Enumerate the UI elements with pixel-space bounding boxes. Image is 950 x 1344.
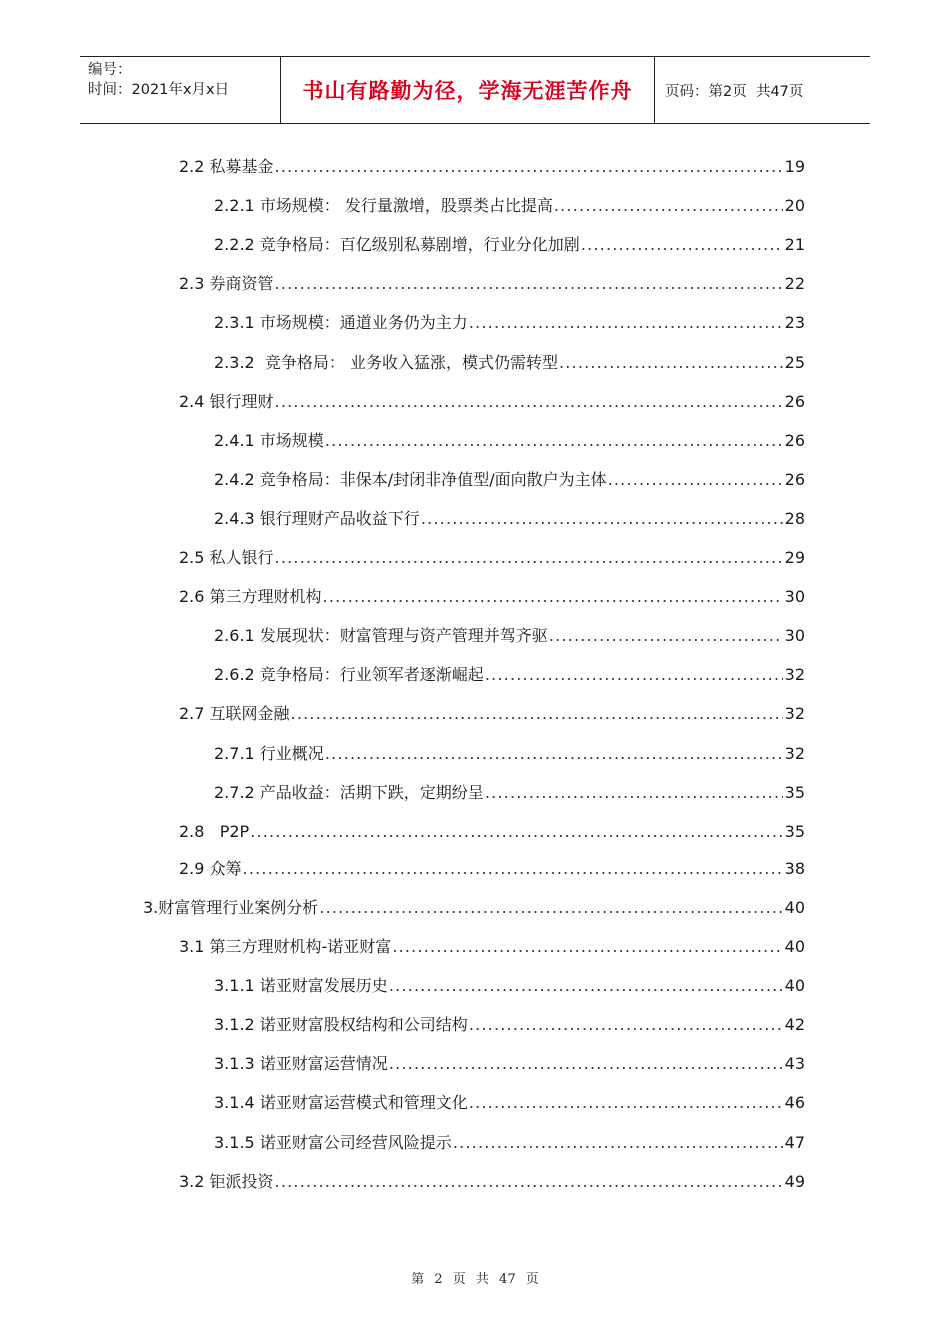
toc-entry-title: 2.4.3 银行理财产品收益下行	[214, 509, 420, 528]
toc-dot-leader	[275, 1170, 783, 1194]
toc-entry[interactable]	[179, 546, 805, 570]
toc-entry[interactable]	[214, 1052, 805, 1076]
toc-entry-page: 40	[784, 976, 805, 995]
toc-entry-page: 26	[784, 470, 805, 489]
toc-entry[interactable]	[214, 1013, 805, 1037]
time-label: 时间：2021年x月x日	[88, 82, 230, 98]
toc-entry[interactable]	[179, 702, 805, 726]
toc-entry[interactable]	[214, 742, 805, 766]
toc-entry-title: 2.7 互联网金融	[179, 704, 290, 723]
toc-entry[interactable]	[179, 390, 805, 414]
header-motto: 书山有路勤为径，学海无涯苦作舟	[281, 57, 655, 123]
toc-entry-title: 2.4.1 市场规模	[214, 431, 324, 450]
toc-dot-leader	[554, 194, 783, 218]
header-meta	[80, 57, 281, 123]
toc-dot-leader	[275, 155, 783, 179]
toc-entry[interactable]	[214, 974, 805, 998]
toc-entry-page: 46	[784, 1093, 805, 1112]
toc-dot-leader	[291, 702, 783, 726]
toc-entry[interactable]	[214, 233, 805, 257]
toc-entry-page: 26	[784, 431, 805, 450]
toc-entry-title: 3.1.5 诺亚财富公司经营风险提示	[214, 1133, 452, 1152]
toc-entry-title: 2.6.2 竞争格局：行业领军者逐渐崛起	[214, 665, 484, 684]
toc-entry-title: 2.4 银行理财	[179, 392, 274, 411]
toc-entry-page: 38	[784, 859, 805, 878]
toc-dot-leader	[275, 546, 783, 570]
toc-entry-title: 3.1.2 诺亚财富股权结构和公司结构	[214, 1015, 468, 1034]
toc-entry-title: 3.1.4 诺亚财富运营模式和管理文化	[214, 1093, 468, 1112]
toc-entry[interactable]	[214, 507, 805, 531]
toc-entry[interactable]	[179, 585, 805, 609]
toc-dot-leader	[469, 1013, 783, 1037]
toc-entry-page: 30	[784, 626, 805, 645]
toc-entry-page: 21	[784, 235, 805, 254]
toc-entry-title: 2.8 P2P	[179, 822, 250, 841]
toc-entry[interactable]	[179, 155, 805, 179]
page-info-text: 页码：第2页 共47页	[665, 83, 804, 100]
toc-entry-page: 22	[784, 274, 805, 293]
page-header	[80, 56, 870, 124]
toc-entry-title: 2.2.2 竞争格局：百亿级别私募剧增，行业分化加剧	[214, 235, 580, 254]
toc-dot-leader	[389, 974, 783, 998]
toc-entry-title: 2.2.1 市场规模： 发行量激增，股票类占比提高	[214, 196, 553, 215]
toc-dot-leader	[325, 429, 783, 453]
toc-entry-page: 32	[784, 704, 805, 723]
toc-dot-leader	[275, 390, 783, 414]
toc-dot-leader	[392, 935, 782, 959]
toc-entry-page: 47	[784, 1133, 805, 1152]
toc-dot-leader	[453, 1131, 783, 1155]
serial-label: 编号：	[88, 62, 132, 78]
toc-entry-page: 28	[784, 509, 805, 528]
toc-entry[interactable]	[214, 781, 805, 805]
toc-entry-title: 2.3.1 市场规模：通道业务仍为主力	[214, 313, 468, 332]
toc-entry-title: 2.5 私人银行	[179, 548, 274, 567]
toc-entry-title: 2.6 第三方理财机构	[179, 587, 322, 606]
toc-entry-page: 43	[784, 1054, 805, 1073]
toc-entry-title: 2.9 众筹	[179, 859, 242, 878]
toc-entry[interactable]	[214, 1091, 805, 1115]
toc-dot-leader	[549, 624, 783, 648]
toc-entry[interactable]	[214, 624, 805, 648]
header-page-info	[655, 57, 870, 123]
toc-entry[interactable]	[179, 820, 805, 844]
toc-entry[interactable]	[214, 1131, 805, 1155]
toc-entry-title: 2.6.1 发展现状：财富管理与资产管理并驾齐驱	[214, 626, 548, 645]
toc-entry-title: 2.7.2 产品收益：活期下跌，定期纷呈	[214, 783, 484, 802]
toc-entry-title: 3.财富管理行业案例分析	[143, 898, 319, 917]
toc-entry-page: 42	[784, 1015, 805, 1034]
toc-entry[interactable]	[143, 896, 805, 920]
toc-entry-page: 40	[784, 898, 805, 917]
toc-entry[interactable]	[179, 857, 805, 881]
toc-dot-leader	[319, 896, 782, 920]
toc-entry-title: 3.1.1 诺亚财富发展历史	[214, 976, 388, 995]
toc-entry-page: 49	[784, 1172, 805, 1191]
toc-dot-leader	[485, 781, 783, 805]
toc-entry-title: 3.1 第三方理财机构-诺亚财富	[179, 937, 392, 956]
toc-entry-page: 40	[784, 937, 805, 956]
toc-entry-page: 29	[784, 548, 805, 567]
toc-entry[interactable]	[214, 468, 805, 492]
toc-entry-page: 35	[784, 783, 805, 802]
toc-dot-leader	[325, 742, 783, 766]
page-footer: 第 2 页 共 47 页	[411, 1272, 539, 1287]
toc-entry-title: 2.7.1 行业概况	[214, 744, 324, 763]
toc-entry-page: 20	[784, 196, 805, 215]
toc-dot-leader	[469, 311, 783, 335]
toc-entry-title: 2.4.2 竞争格局：非保本/封闭非净值型/面向散户为主体	[214, 470, 607, 489]
toc-entry-title: 3.1.3 诺亚财富运营情况	[214, 1054, 388, 1073]
toc-dot-leader	[608, 468, 783, 492]
toc-entry-title: 2.2 私募基金	[179, 157, 274, 176]
toc-entry[interactable]	[214, 194, 805, 218]
toc-dot-leader	[323, 585, 783, 609]
toc-entry-page: 25	[784, 353, 805, 372]
toc-entry[interactable]	[214, 311, 805, 335]
toc-dot-leader	[469, 1091, 783, 1115]
toc-dot-leader	[421, 507, 783, 531]
toc-dot-leader	[559, 351, 783, 375]
toc-entry-page: 35	[784, 822, 805, 841]
toc-dot-leader	[389, 1052, 783, 1076]
toc-dot-leader	[250, 820, 782, 844]
toc-entry[interactable]	[214, 351, 805, 375]
toc-entry-page: 32	[784, 665, 805, 684]
toc-dot-leader	[275, 272, 783, 296]
toc-dot-leader	[243, 857, 783, 881]
toc-entry-page: 32	[784, 744, 805, 763]
toc-entry-title: 2.3 券商资管	[179, 274, 274, 293]
toc-entry-title: 2.3.2 竞争格局： 业务收入猛涨，模式仍需转型	[214, 353, 558, 372]
toc-entry-page: 23	[784, 313, 805, 332]
toc-entry[interactable]	[179, 1170, 805, 1194]
toc-entry-page: 26	[784, 392, 805, 411]
toc-entry-title: 3.2 钜派投资	[179, 1172, 274, 1191]
toc-dot-leader	[485, 663, 783, 687]
toc-entry[interactable]	[179, 935, 805, 959]
toc-entry[interactable]	[214, 429, 805, 453]
toc-entry-page: 19	[784, 157, 805, 176]
toc-entry-page: 30	[784, 587, 805, 606]
toc-entry[interactable]	[214, 663, 805, 687]
toc-dot-leader	[581, 233, 783, 257]
toc-entry[interactable]	[179, 272, 805, 296]
